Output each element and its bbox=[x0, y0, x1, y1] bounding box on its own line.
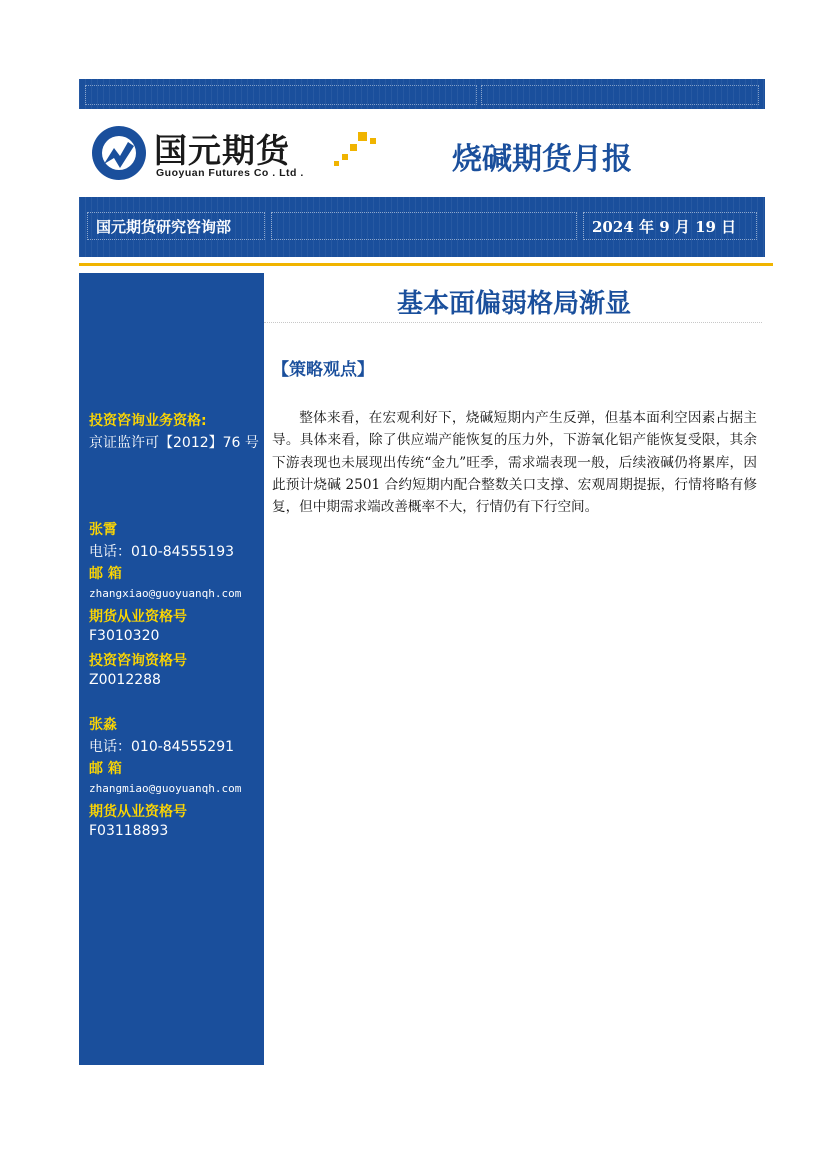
headline-divider bbox=[264, 322, 762, 323]
futures-license-label: 期货从业资格号 bbox=[89, 804, 187, 820]
strategy-paragraph: 整体来看，在宏观利好下，烧碱短期内产生反弹，但基本面利空因素占据主导。具体来看，除了供应端产能恢复的压力外，下游氧化铝产能恢复受限，其余下游表现也未展现出传统“金九”旺季，需求端表现一般，后续液碱仍将累库，因此预计烧碱 2501 合约短期内配合整数关口支撑、宏观周期提振，行情将略有修复，但中期需求端改善概率不大，行情仍有下行空间。 bbox=[272, 410, 757, 516]
banner-spacer bbox=[271, 212, 577, 240]
logo-text-en: Guoyuan Futures Co . Ltd . bbox=[156, 167, 304, 179]
guoyuan-logo-icon bbox=[90, 124, 148, 182]
email-label: 邮 箱 bbox=[89, 761, 122, 777]
futures-license-number: F03118893 bbox=[89, 823, 169, 839]
banner-segment bbox=[85, 85, 477, 105]
headline: 基本面偏弱格局渐显 bbox=[396, 289, 631, 319]
analyst-email: zhangxiao@guoyuanqh.com bbox=[89, 587, 242, 600]
info-banner bbox=[79, 197, 765, 257]
qualification-label: 投资咨询业务资格: bbox=[89, 413, 207, 429]
futures-license-number: F3010320 bbox=[89, 628, 160, 644]
email-label: 邮 箱 bbox=[89, 566, 122, 582]
advisory-license-label: 投资咨询资格号 bbox=[89, 653, 187, 669]
report-title: 烧碱期货月报 bbox=[452, 142, 632, 177]
analyst-phone: 电话：010-84555193 bbox=[89, 544, 235, 560]
section-heading: 【策略观点】 bbox=[272, 360, 374, 380]
banner-segment bbox=[481, 85, 759, 105]
sparkle-icon bbox=[330, 130, 380, 170]
qualification-value: 京证监许可【2012】76 号 bbox=[89, 435, 259, 451]
analyst-name: 张淼 bbox=[89, 717, 117, 733]
analyst-name: 张霄 bbox=[89, 522, 117, 538]
gold-divider bbox=[79, 263, 773, 266]
top-banner bbox=[79, 79, 765, 109]
analyst-email: zhangmiao@guoyuanqh.com bbox=[89, 782, 242, 795]
analyst-phone: 电话：010-84555291 bbox=[89, 739, 235, 755]
department-label: 国元期货研究咨询部 bbox=[87, 212, 265, 240]
report-date: 2024 年 9 月 19 日 bbox=[583, 212, 757, 240]
logo-text-cn: 国元期货 bbox=[154, 131, 290, 170]
advisory-license-number: Z0012288 bbox=[89, 672, 161, 688]
futures-license-label: 期货从业资格号 bbox=[89, 609, 187, 625]
